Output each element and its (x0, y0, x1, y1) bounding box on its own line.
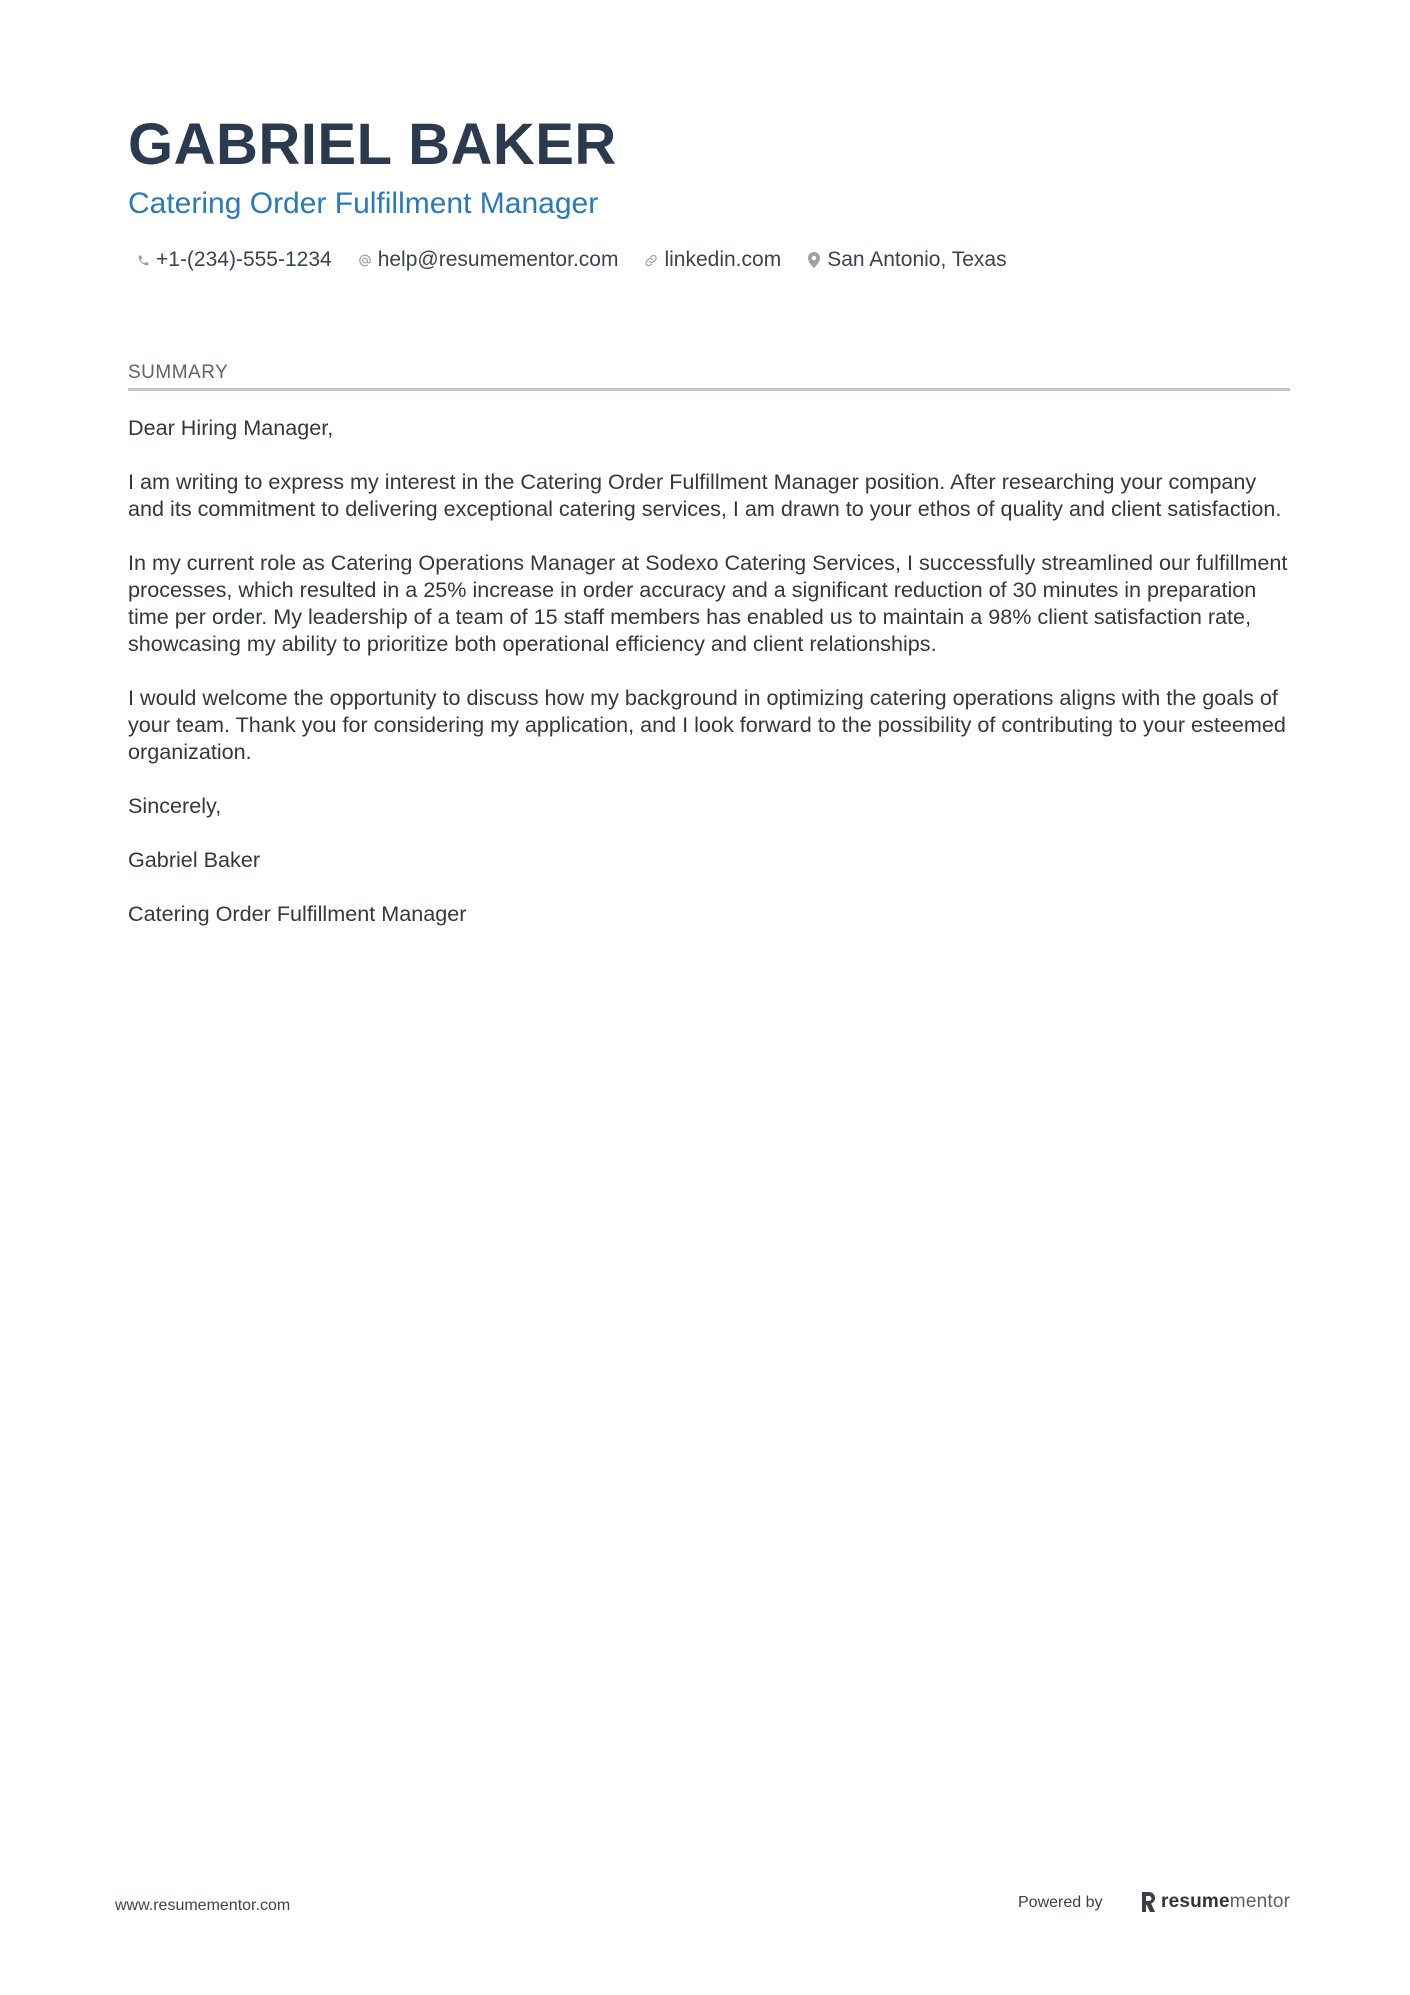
contact-phone (136, 244, 332, 276)
powered-by-label: Powered by (1018, 1894, 1103, 1911)
link-icon (644, 251, 658, 269)
letter-paragraph: In my current role as Catering Operations Manager at Sodexo Catering Services, I successfully streamlined our fulfillment processes, which resulted in a 25% increase in order accuracy and a significant reduction of 30 minutes in preparation time per order. My leadership of a team of 15 staff members has enabled us to maintain a 98% client satisfaction rate, showcasing my ability to prioritize both operational efficiency and client relationships. (128, 550, 1288, 656)
letter-paragraph: I would welcome the opportunity to discuss how my background in optimizing catering operations aligns with the goals of your team. Thank you for considering my application, and I look forward to the possibility of contributing to your esteemed organization. (128, 685, 1286, 764)
contact-bar (136, 244, 1033, 276)
job-title: Catering Order Fulfillment Manager (128, 187, 599, 220)
letter-paragraph: I am writing to express my interest in the Catering Order Fulfillment Manager position. After researching your company and its commitment to delivering exceptional catering services, I am drawn to your ethos of quality and client satisfaction. (128, 469, 1282, 521)
letter-body (128, 414, 1290, 954)
contact-email (358, 244, 619, 276)
candidate-name: GABRIEL BAKER (128, 112, 617, 177)
contact-location (807, 244, 1006, 276)
resumementor-logo-icon (1140, 1892, 1156, 1912)
phone-text[interactable]: +1-(234)-555-1234 (156, 248, 332, 271)
brand-name-light: mentor (1229, 1891, 1291, 1912)
location-pin-icon (807, 251, 821, 269)
signature-name: Gabriel Baker (128, 847, 261, 872)
footer-url[interactable]: www.resumementor.com (115, 1897, 291, 1914)
signature-title: Catering Order Fulfillment Manager (128, 901, 467, 926)
summary-heading: SUMMARY (128, 360, 1290, 391)
location-text: San Antonio, Texas (827, 248, 1007, 271)
contact-linkedin (644, 244, 781, 276)
brand-logo[interactable] (1140, 1890, 1290, 1914)
email-text[interactable]: help@resumementor.com (377, 248, 619, 271)
closing: Sincerely, (128, 793, 222, 818)
linkedin-text[interactable]: linkedin.com (664, 248, 782, 271)
salutation: Dear Hiring Manager, (128, 415, 334, 440)
brand-name-strong: resume (1161, 1891, 1230, 1912)
phone-icon (136, 251, 150, 269)
at-icon (358, 251, 372, 269)
